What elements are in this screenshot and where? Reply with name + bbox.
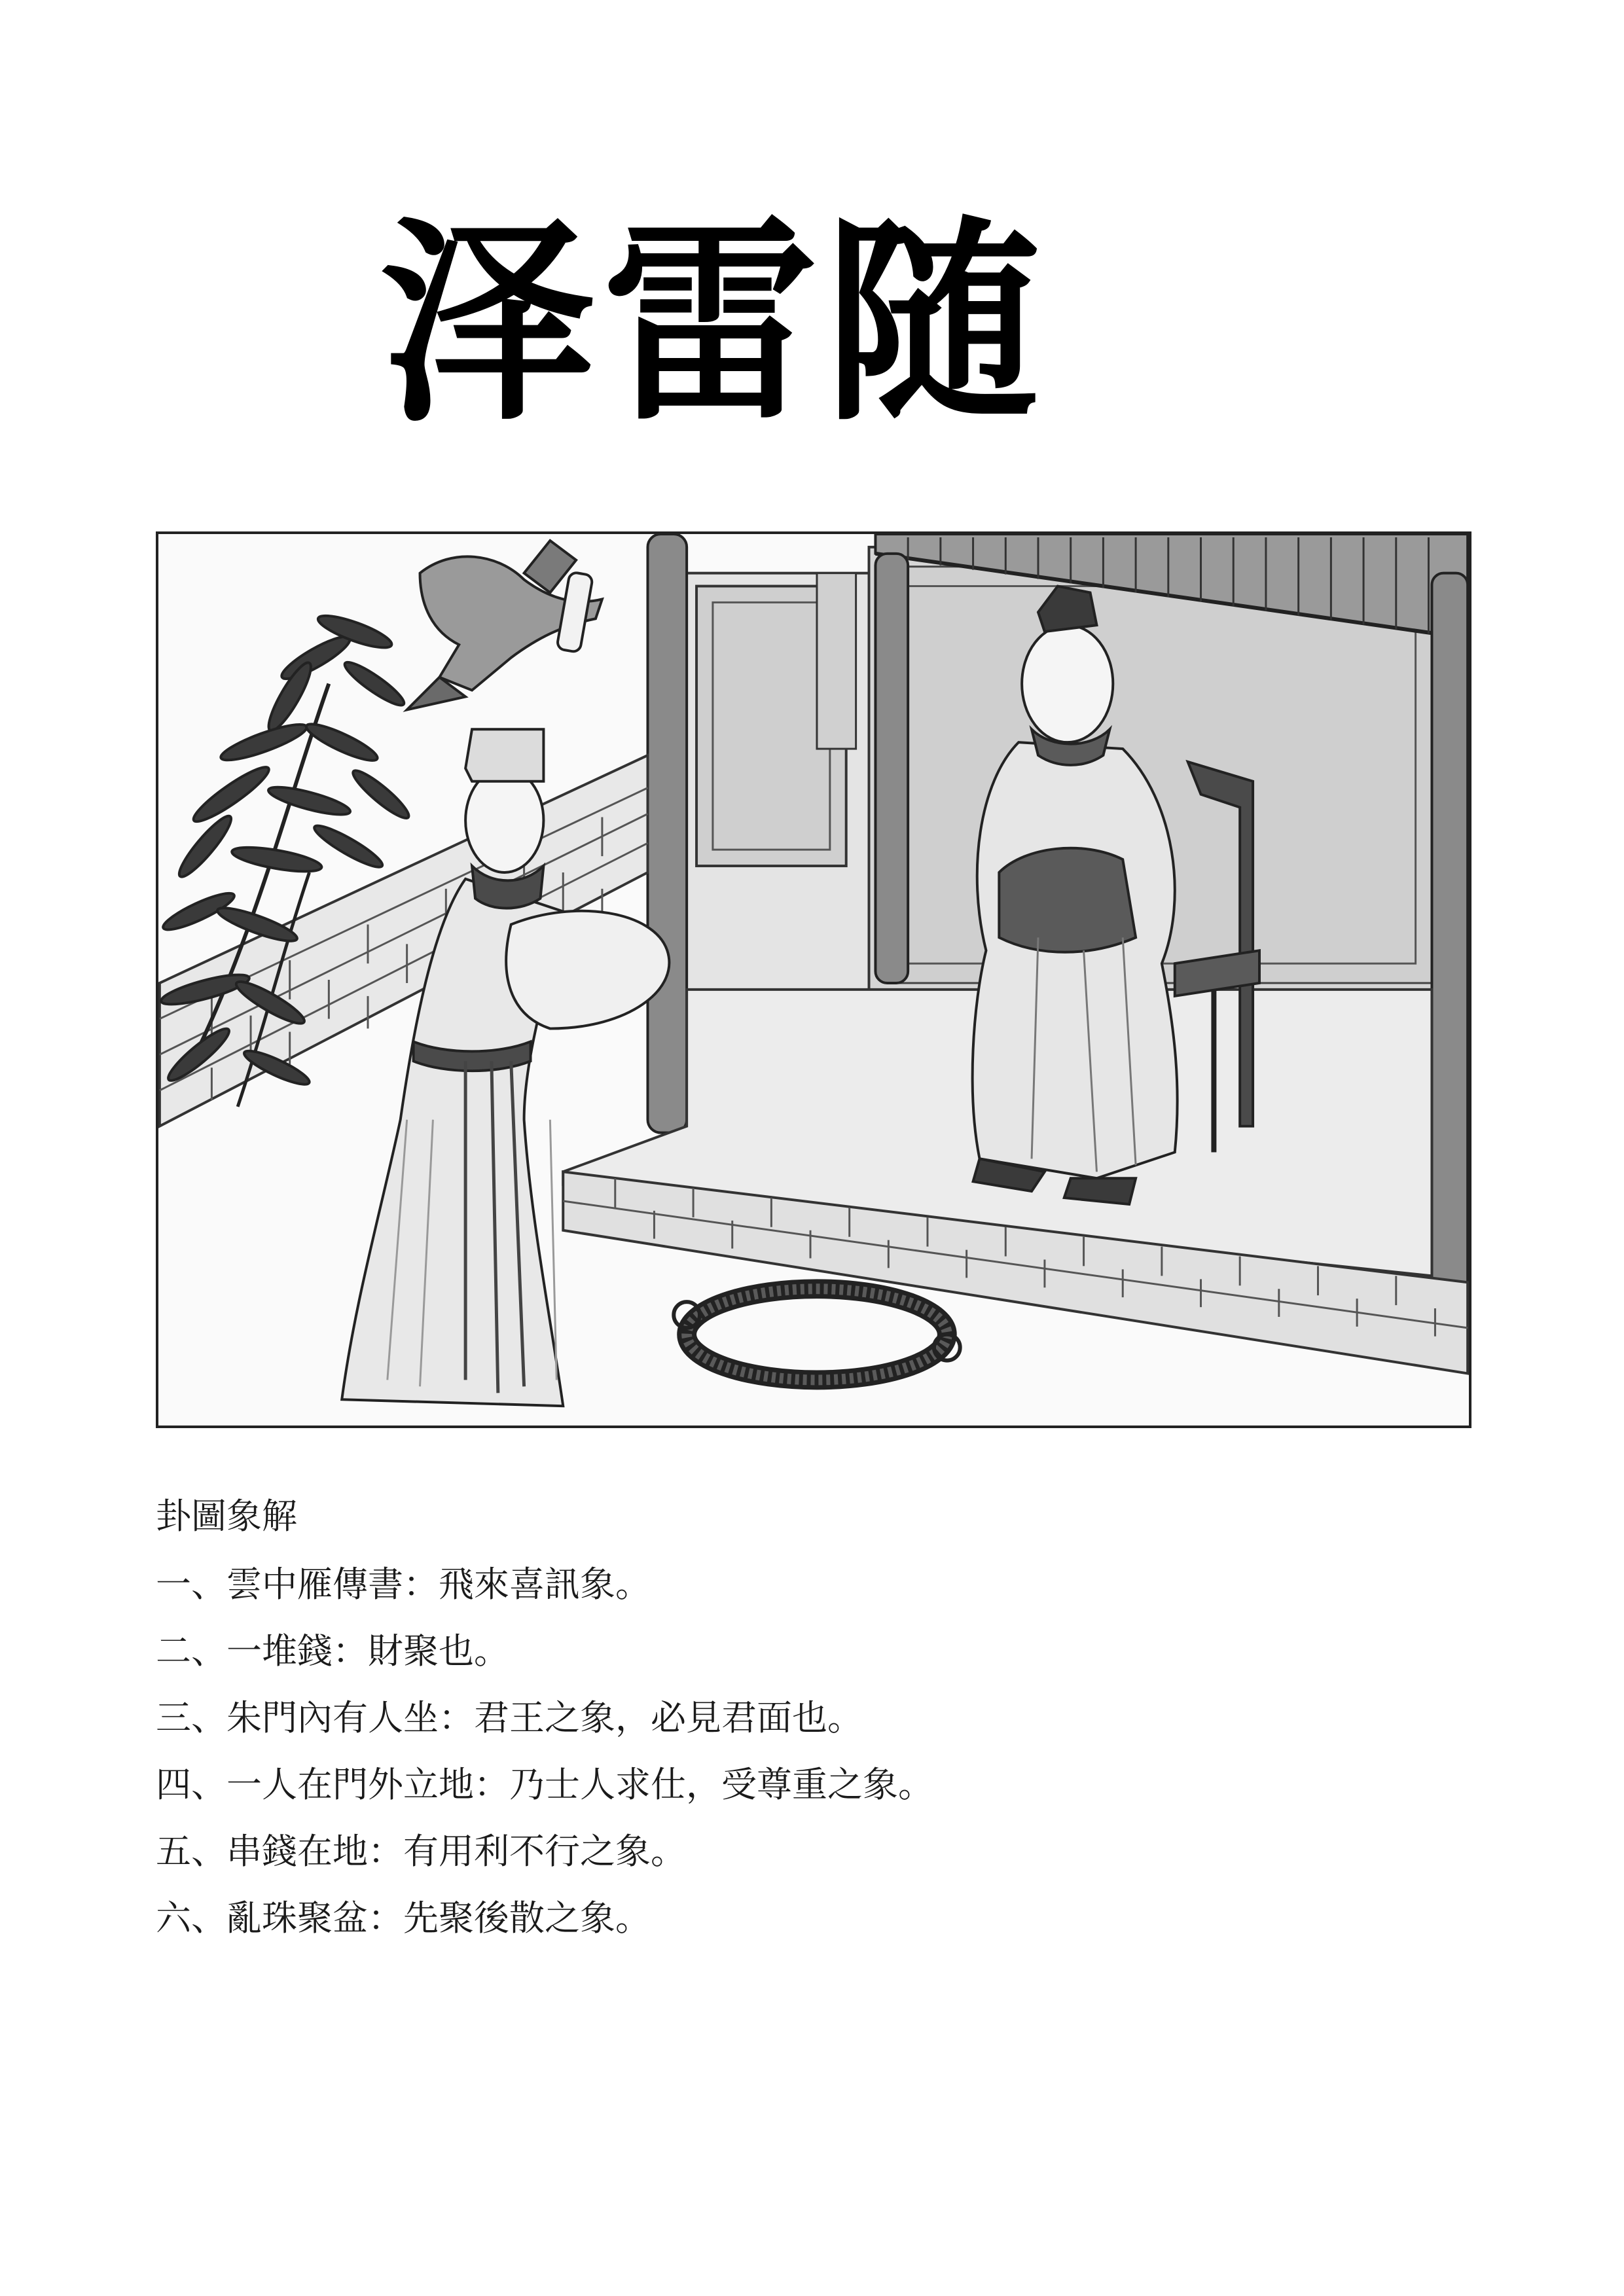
legend-item-4: 四、一人在門外立地：乃士人求仕，受尊重之象。	[156, 1764, 933, 1805]
page-title: 泽雷随	[380, 198, 1047, 450]
pillar-middle	[875, 554, 908, 983]
legend-item-6: 六、亂珠聚盆：先聚後散之象。	[156, 1897, 651, 1939]
pillar-left	[647, 534, 687, 1133]
legend-item-5: 五、串錢在地：有用利不行之象。	[156, 1831, 686, 1872]
illustration-drawing	[158, 534, 1469, 1426]
legend-heading: 卦圖象解	[156, 1496, 297, 1537]
hexagram-legend	[156, 1496, 1465, 1967]
pillar-right	[1432, 573, 1468, 1296]
legend-item-3: 三、朱門內有人坐：君王之象，必見君面也。	[156, 1697, 863, 1738]
legend-item-2: 二、一堆錢：財聚也。	[156, 1630, 509, 1672]
legend-item-1: 一、雲中雁傳書：飛來喜訊象。	[156, 1564, 651, 1605]
hexagram-illustration	[156, 531, 1471, 1428]
